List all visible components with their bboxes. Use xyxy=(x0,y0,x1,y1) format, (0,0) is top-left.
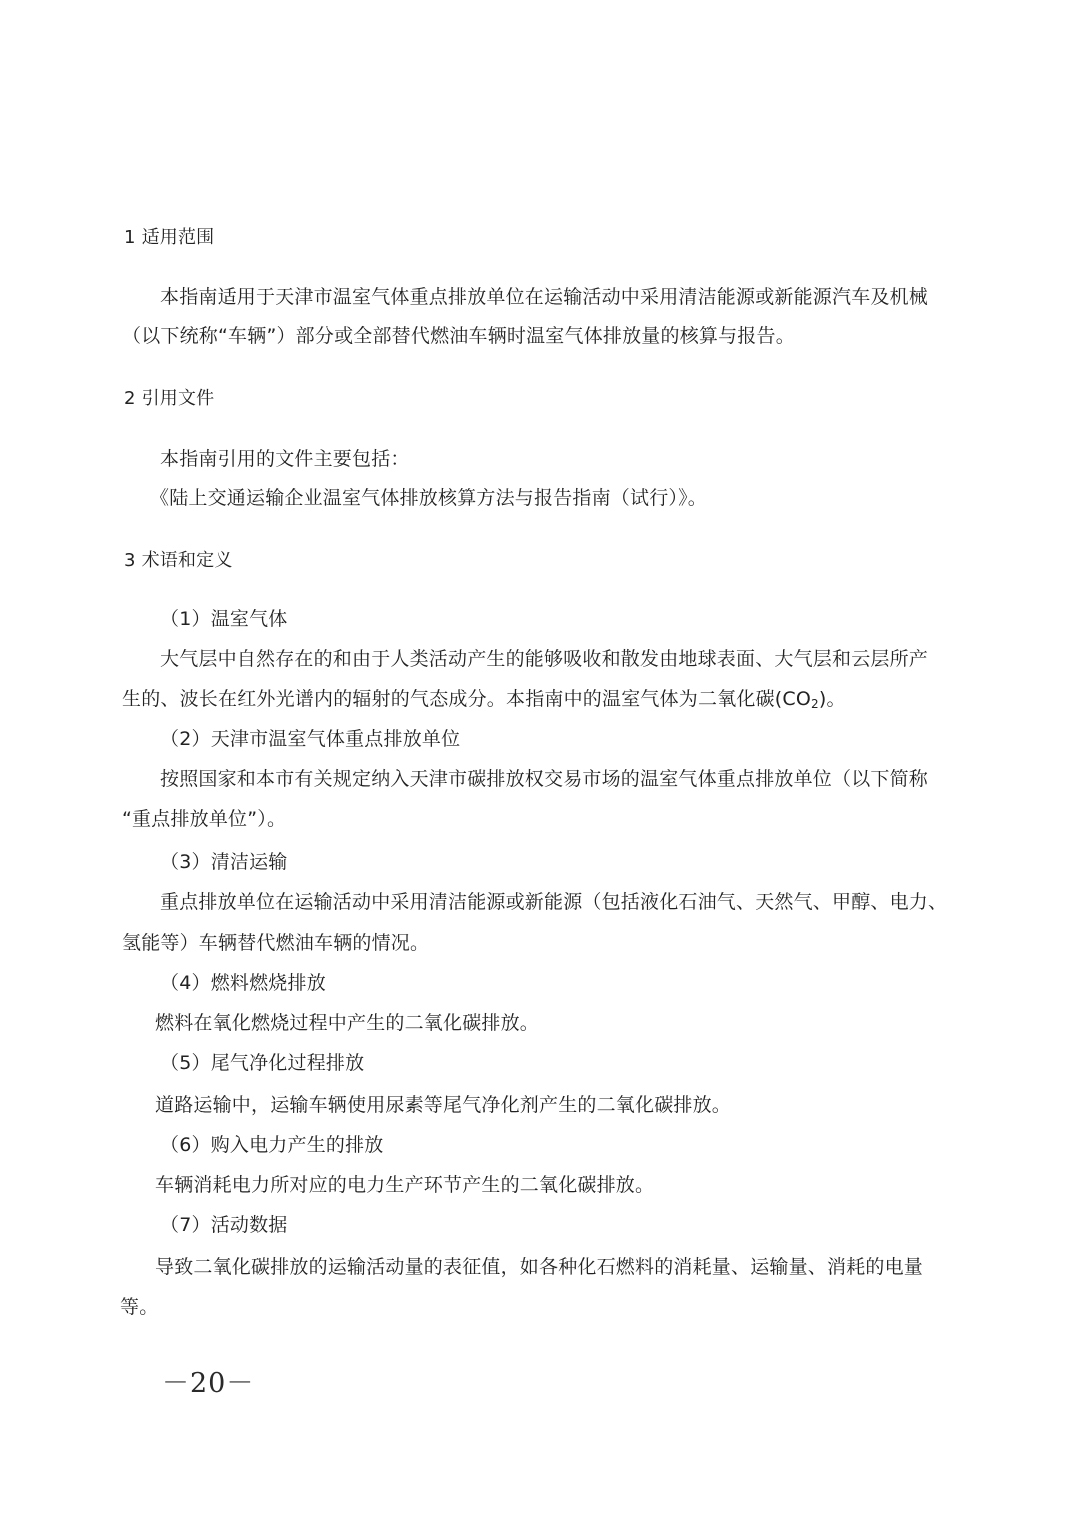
page-number: －20－ xyxy=(162,1368,255,1399)
term-3-definition-line-1: 重点排放单位在运输活动中采用清洁能源或新能源（包括液化石油气、天然气、甲醇、电力、 xyxy=(160,891,948,913)
section-3-heading: 3 术语和定义 xyxy=(124,550,233,571)
term-6-title: （6）购入电力产生的排放 xyxy=(160,1134,384,1156)
section-1-heading: 1 适用范围 xyxy=(124,227,215,248)
section-1-paragraph-line-1: 本指南适用于天津市温室气体重点排放单位在运输活动中采用清洁能源或新能源汽车及机械 xyxy=(160,286,929,308)
co2-subscript: 2 xyxy=(811,697,819,711)
term-4-title: （4）燃料燃烧排放 xyxy=(160,972,326,994)
term-5-definition-line-1: 道路运输中，运输车辆使用尿素等尾气净化剂产生的二氧化碳排放。 xyxy=(155,1094,732,1116)
term-5-title: （5）尾气净化过程排放 xyxy=(160,1052,365,1074)
term-7-definition-line-1: 导致二氧化碳排放的运输活动量的表征值，如各种化石燃料的消耗量、运输量、消耗的电量 xyxy=(155,1256,924,1278)
section-1-paragraph-line-2: （以下统称“车辆”）部分或全部替代燃油车辆时温室气体排放量的核算与报告。 xyxy=(122,325,795,347)
term-3-title: （3）清洁运输 xyxy=(160,851,288,873)
term-7-definition-line-2: 等。 xyxy=(120,1296,159,1318)
term-2-title: （2）天津市温室气体重点排放单位 xyxy=(160,728,461,750)
section-2-heading: 2 引用文件 xyxy=(124,388,215,409)
term-3-definition-line-2: 氢能等）车辆替代燃油车辆的情况。 xyxy=(122,932,430,954)
term-2-definition-line-2: “重点排放单位”）。 xyxy=(122,808,287,830)
term-6-definition-line-1: 车辆消耗电力所对应的电力生产环节产生的二氧化碳排放。 xyxy=(155,1174,655,1196)
term-2-definition-line-1: 按照国家和本市有关规定纳入天津市碳排放权交易市场的温室气体重点排放单位（以下简称 xyxy=(160,768,929,790)
term-7-title: （7）活动数据 xyxy=(160,1214,288,1236)
term-4-definition-line-1: 燃料在氧化燃烧过程中产生的二氧化碳排放。 xyxy=(155,1012,540,1034)
term-1-definition-line-2: 生的、波长在红外光谱内的辐射的气态成分。本指南中的温室气体为二氧化碳$(CO_2)$。 xyxy=(122,688,846,711)
section-2-reference: 《陆上交通运输企业温室气体排放核算方法与报告指南（试行）》。 xyxy=(150,487,708,509)
section-2-intro: 本指南引用的文件主要包括： xyxy=(160,448,410,470)
term-1-title: （1）温室气体 xyxy=(160,608,288,630)
term-1-definition-line-1: 大气层中自然存在的和由于人类活动产生的能够吸收和散发由地球表面、大气层和云层所产 xyxy=(160,648,929,670)
